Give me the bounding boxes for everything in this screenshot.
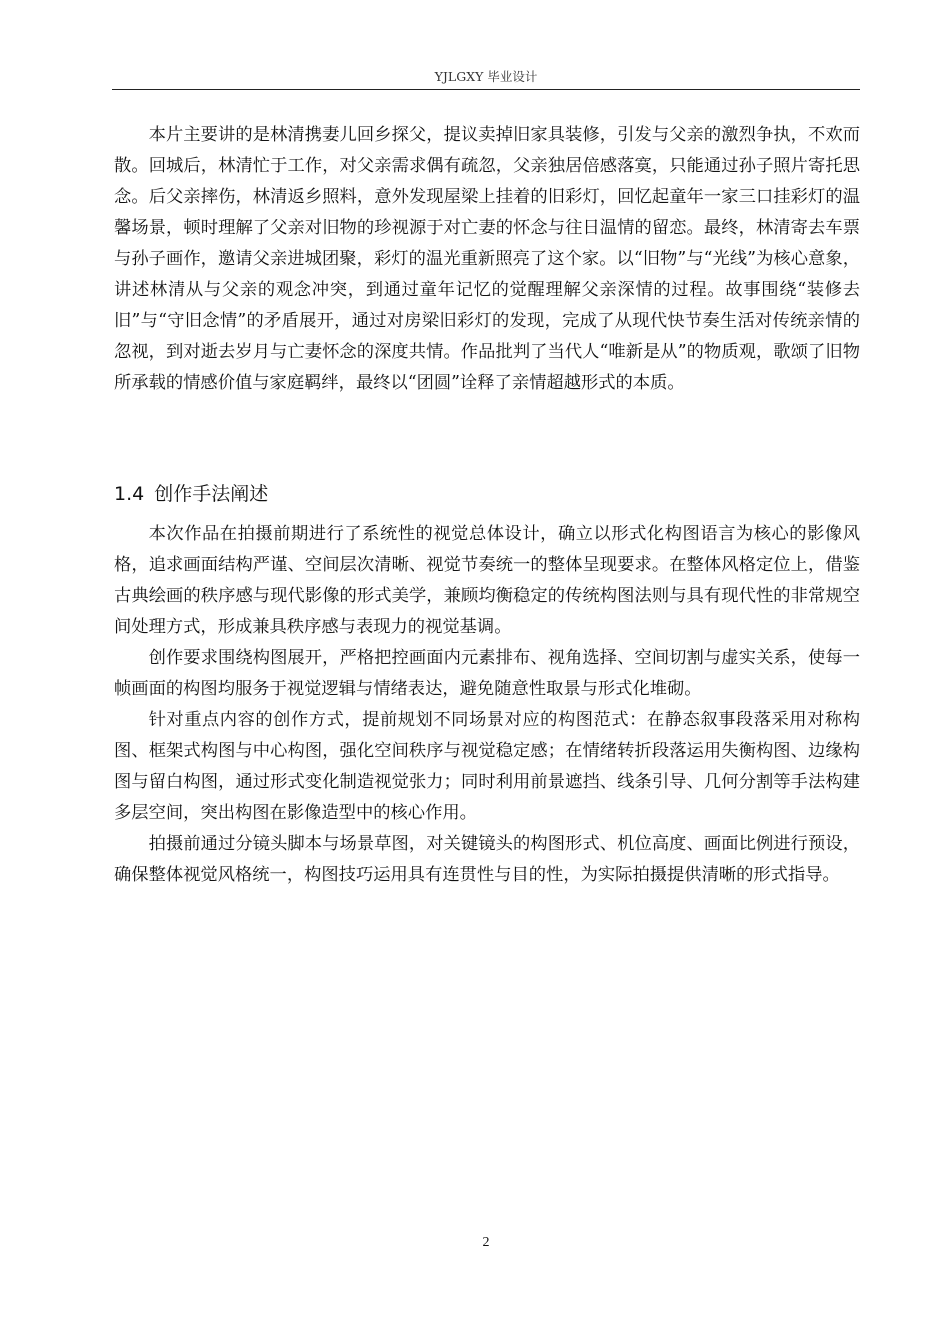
header-divider [112,89,860,90]
section-title: 创作手法阐述 [154,483,269,505]
intro-paragraph: 本片主要讲的是林清携妻儿回乡探父，提议卖掉旧家具装修，引发与父亲的激烈争执，不欢而散。回城后，林清忙于工作，对父亲需求偶有疏忽，父亲独居倍感落寞，只能通过孙子照片寄托思念。后父亲摔伤，林清返乡照料，意外发现屋梁上挂着的旧彩灯，回忆起童年一家三口挂彩灯的温馨场景，顿时理解了父亲对旧物的珍视源于对亡妻的怀念与往日温情的留恋。最终，林清寄去车票与孙子画作，邀请父亲进城团聚，彩灯的温光重新照亮了这个家。以“旧物”与“光线”为核心意象，讲述林清从与父亲的观念冲突，到通过童年记忆的觉醒理解父亲深情的过程。故事围绕“装修去旧”与“守旧念情”的矛盾展开，通过对房梁旧彩灯的发现，完成了从现代快节奏生活对传统亲情的忽视，到对逝去岁月与亡妻怀念的深度共情。作品批判了当代人“唯新是从”的物质观，歌颂了旧物所承载的情感价值与家庭羁绊，最终以“团圆”诠释了亲情超越形式的本质。 [114,125,860,393]
section-paragraph: 创作要求围绕构图展开，严格把控画面内元素排布、视角选择、空间切割与虚实关系，使每一帧画面的构图均服务于视觉逻辑与情绪表达，避免随意性取景与形式化堆砌。 [114,648,860,699]
section-paragraph: 针对重点内容的创作方式，提前规划不同场景对应的构图范式：在静态叙事段落采用对称构图、框架式构图与中心构图，强化空间秩序与视觉稳定感；在情绪转折段落运用失衡构图、边缘构图与留白构图，通过形式变化制造视觉张力；同时利用前景遮挡、线条引导、几何分割等手法构建多层空间，突出构图在影像造型中的核心作用。 [114,710,860,823]
section-paragraph: 本次作品在拍摄前期进行了系统性的视觉总体设计，确立以形式化构图语言为核心的影像风格，追求画面结构严谨、空间层次清晰、视觉节奏统一的整体呈现要求。在整体风格定位上，借鉴古典绘画的秩序感与现代影像的形式美学，兼顾均衡稳定的传统构图法则与具有现代性的非常规空间处理方式，形成兼具秩序感与表现力的视觉基调。 [114,524,860,637]
section-body [114,519,860,891]
page-header: YJLGXY 毕业设计 [434,69,538,84]
section-heading [114,476,860,512]
section-number: 1.4 [114,483,145,505]
intro-section [114,120,860,399]
page-number: 2 [482,1235,490,1250]
section-paragraph: 拍摄前通过分镜头脚本与场景草图，对关键镜头的构图形式、机位高度、画面比例进行预设，确保整体视觉风格统一，构图技巧运用具有连贯性与目的性，为实际拍摄提供清晰的形式指导。 [114,834,860,885]
